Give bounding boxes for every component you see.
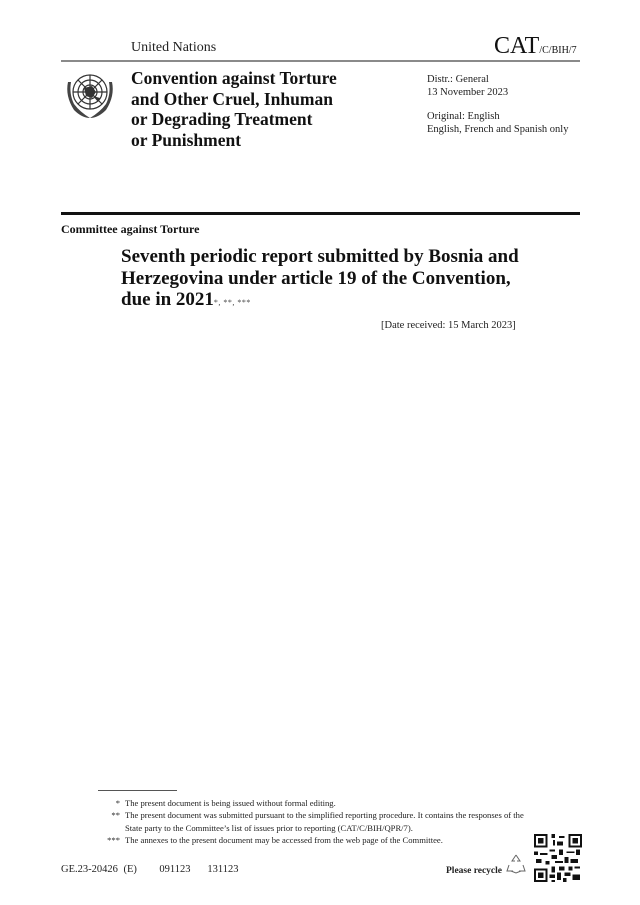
job-number-line: [61, 864, 239, 875]
convention-title-line: or Punishment: [131, 129, 242, 150]
footnote-marks[interactable]: *, **, ***: [213, 298, 251, 307]
qr-code-icon[interactable]: [534, 834, 582, 882]
section-rule: [61, 212, 580, 215]
header-rule: [61, 60, 580, 62]
footnote-mark: *: [115, 798, 120, 808]
report-title: [121, 246, 519, 314]
convention-title-line: and Other Cruel, Inhuman: [131, 88, 333, 109]
report-title-line: Seventh periodic report submitted by Bosnia and: [121, 246, 519, 267]
footnote: [60, 809, 530, 834]
symbol-main: CAT: [494, 33, 540, 59]
convention-title-line: or Degrading Treatment: [131, 109, 313, 129]
distribution-block: [427, 73, 568, 136]
footnotes: [60, 797, 530, 846]
footnote: [60, 834, 530, 846]
committee-name: Committee against Torture: [61, 222, 200, 236]
un-emblem-icon: [62, 66, 118, 122]
recycle-label: Please recycle: [446, 866, 502, 876]
distribution-type: Distr.: General: [427, 74, 489, 85]
report-title-line: Herzegovina under article 19 of the Convention,: [121, 267, 511, 289]
footnote-text: The present document was submitted pursuant to the simplified reporting procedure. It contains the responses of the State party to the Committee’s list of issues prior to reporting (CAT/C/BIH/QPR/7).: [125, 810, 524, 833]
footnote-text: The annexes to the present document may be accessed from the web page of the Committee.: [125, 834, 443, 845]
footnote-text: The present document is being issued without formal editing.: [125, 798, 336, 808]
print-date-1: 091123: [159, 864, 191, 875]
recycle-icon: [506, 853, 526, 875]
original-language: Original: English: [427, 111, 500, 122]
footnote-rule: [98, 790, 177, 791]
date-received: [Date received: 15 March 2023]: [381, 320, 516, 331]
convention-title-line: Convention against Torture: [131, 68, 337, 88]
document-symbol: [494, 33, 577, 60]
organization-label: United Nations: [131, 40, 217, 55]
issue-date: 13 November 2023: [427, 87, 509, 98]
footnote-mark: **: [111, 810, 120, 821]
report-title-line: due in 2021: [121, 289, 214, 310]
convention-title: [131, 68, 337, 150]
print-date-2: 131123: [207, 864, 239, 875]
symbol-sub: /C/BIH/7: [539, 45, 577, 56]
footnote: [60, 797, 530, 809]
languages: English, French and Spanish only: [427, 124, 569, 135]
job-number: GE.23-20426 (E): [61, 864, 137, 875]
footnote-mark: ***: [107, 834, 120, 845]
